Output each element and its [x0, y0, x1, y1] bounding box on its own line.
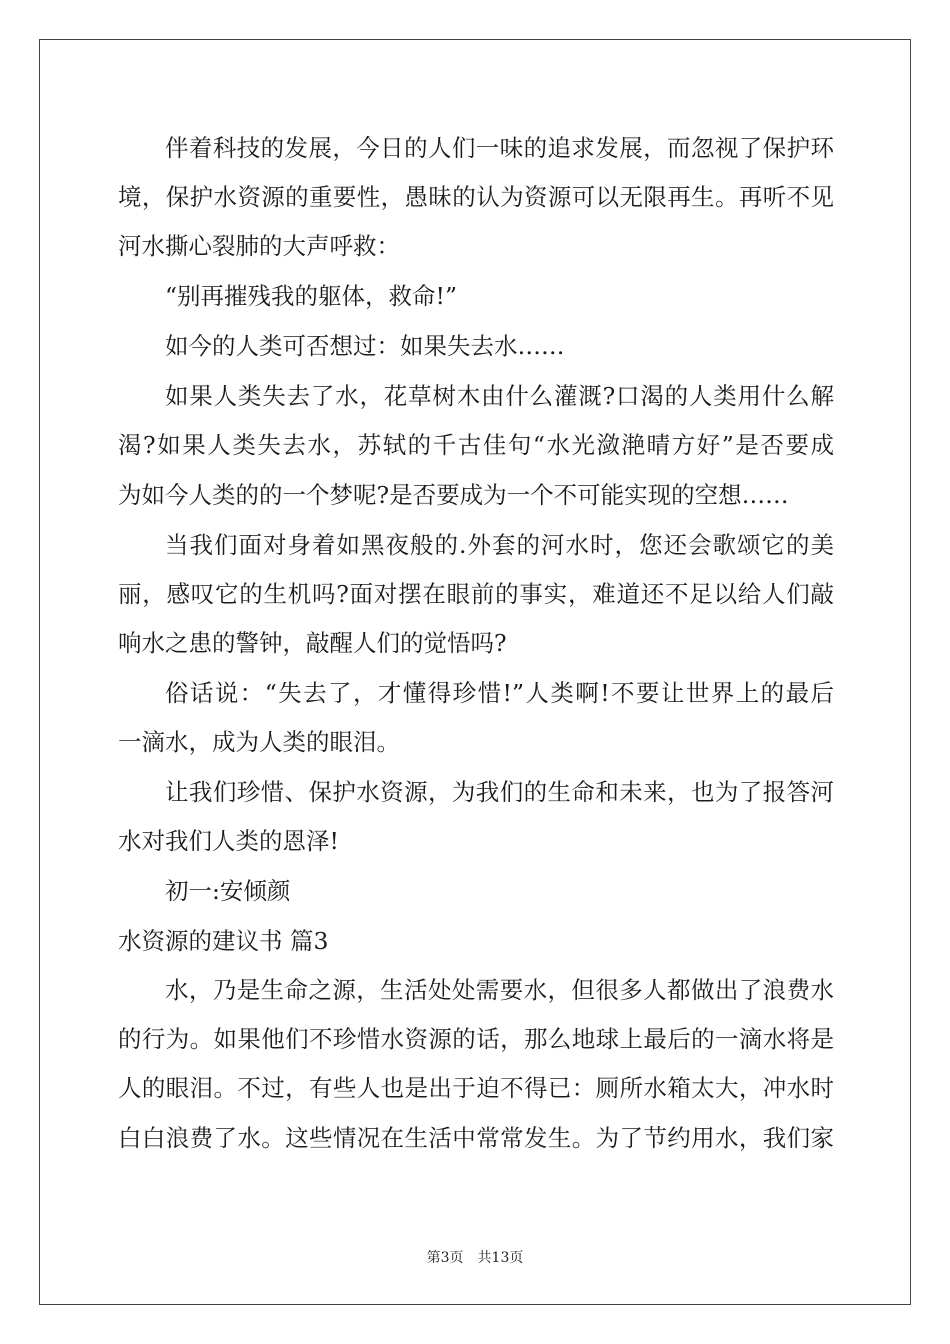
text-line: 河水撕心裂肺的大声呼救： — [118, 232, 400, 260]
text-line: 如今的人类可否想过：如果失去水…… — [165, 332, 565, 360]
page-footer — [0, 1247, 950, 1267]
text-line: 俗话说：“失去了，才懂得珍惜!”人类啊!不要让世界上的最后 — [165, 679, 834, 707]
text-line: 的行为。如果他们不珍惜水资源的话，那么地球上最后的一滴水将是 — [118, 1025, 834, 1053]
text-line: 丽，感叹它的生机吗?面对摆在眼前的事实，难道还不足以给人们敲 — [118, 580, 834, 608]
text-line: 白白浪费了水。这些情况在生活中常常发生。为了节约用水，我们家 — [118, 1124, 834, 1152]
text-line: 为如今人类的的一个梦呢?是否要成为一个不可能实现的空想…… — [118, 481, 789, 509]
text-line: “别再摧残我的躯体，救命!” — [165, 282, 457, 310]
text-line: 人的眼泪。不过，有些人也是出于迫不得已：厕所水箱太大，冲水时 — [118, 1074, 834, 1102]
page-number: 第3页 — [426, 1250, 464, 1266]
page-total: 共13页 — [477, 1250, 524, 1266]
text-line: 一滴水，成为人类的眼泪。 — [118, 728, 400, 756]
text-line: 水，乃是生命之源，生活处处需要水，但很多人都做出了浪费水 — [165, 976, 834, 1004]
text-line: 渴?如果人类失去水，苏轼的千古佳句“水光潋滟晴方好”是否要成 — [118, 431, 834, 459]
text-line: 如果人类失去了水，花草树木由什么灌溉?口渴的人类用什么解 — [165, 382, 834, 410]
text-line: 水对我们人类的恩泽! — [118, 827, 339, 855]
section-heading: 水资源的建议书 篇3 — [118, 927, 329, 955]
text-line: 境，保护水资源的重要性，愚昧的认为资源可以无限再生。再听不见 — [118, 183, 834, 211]
text-line: 响水之患的警钟，敲醒人们的觉悟吗? — [118, 629, 507, 657]
text-line: 当我们面对身着如黑夜般的.外套的河水时，您还会歌颂它的美 — [165, 531, 834, 559]
text-line: 伴着科技的发展，今日的人们一味的追求发展，而忽视了保护环 — [165, 134, 834, 162]
text-line: 初一:安倾颜 — [165, 877, 291, 905]
text-line: 让我们珍惜、保护水资源，为我们的生命和未来，也为了报答河 — [165, 778, 834, 806]
